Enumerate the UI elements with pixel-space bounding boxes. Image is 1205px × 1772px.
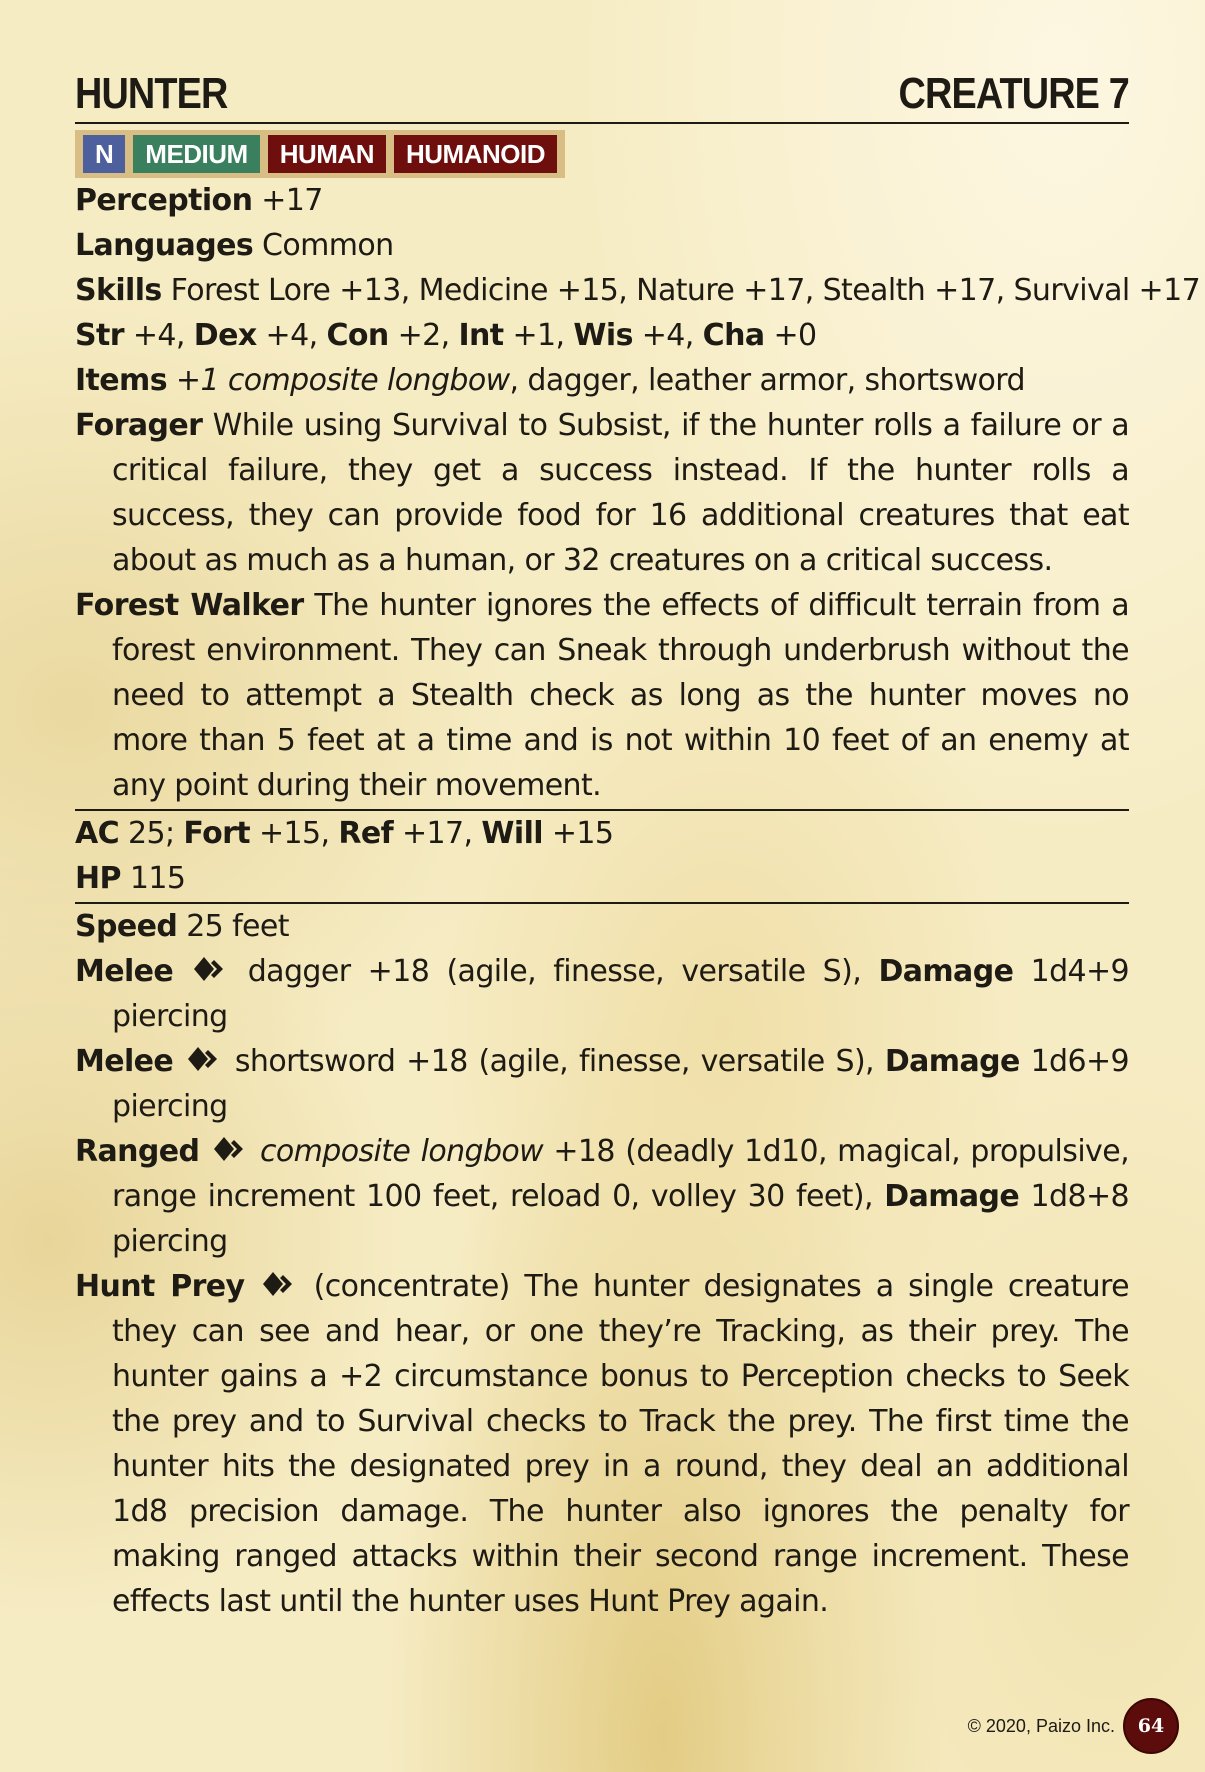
trait-bar: [75, 130, 565, 178]
abilities-line: [75, 313, 1129, 358]
languages-value: Common: [262, 228, 394, 263]
stat-entries: [75, 178, 1201, 1624]
speed-label: Speed: [75, 909, 178, 944]
melee2-damage: 1d6+9 piercing: [112, 1044, 1130, 1124]
wis-label: Wis: [573, 318, 633, 353]
melee-shortsword: [75, 1039, 1129, 1129]
melee2-label: Melee: [75, 1044, 174, 1079]
int-value: +1,: [512, 318, 565, 353]
hunt-prey-text: (concentrate) The hunter designates a single creature they can see and hear, or one they’re Tracking, as their prey. The hunter gains a +2 circumstance bonus to Perception checks to Seek the prey and to Survival checks to Track the prey. The first time the hunter hits the designated prey in a round, they deal an additional 1d8 precision damage. The hunter also ignores the penalty for making ranged attacks within their second range increment. These effects last until the hunter uses Hunt Prey again.: [112, 1269, 1129, 1619]
cha-value: +0: [773, 318, 817, 353]
forager-text: While using Survival to Subsist, if the hunter rolls a failure or a critical failure, they get a success instead. If the hunter rolls a success, they can provide food for 16 additional creatures that eat about as much as a human, or 32 creatures on a critical success.: [112, 408, 1130, 578]
ranged-longbow: [75, 1129, 1129, 1264]
single-action-icon: [192, 954, 226, 984]
single-action-icon: [186, 1044, 220, 1074]
hp-line: [75, 856, 1129, 901]
single-action-icon: [212, 1134, 246, 1164]
dex-value: +4,: [265, 318, 318, 353]
ac-label: AC: [75, 816, 120, 851]
str-value: +4,: [132, 318, 185, 353]
forager-label: Forager: [75, 408, 203, 443]
hunt-prey-ability: [75, 1264, 1129, 1624]
languages-label: Languages: [75, 228, 254, 263]
forest-walker-text: The hunter ignores the effects of difficult terrain from a forest environment. They can Sneak through underbrush without the need to attempt a Stealth check as long as the hunter moves no more than 5 feet at a time and is not within 10 feet of an enemy at any point during their movement.: [112, 588, 1129, 803]
ranged-text: +18 (deadly 1d10, magical, propulsive, range increment 100 feet, reload 0, volley 30 feet),: [112, 1134, 1130, 1214]
trait-humanoid: HUMANOID: [394, 135, 557, 173]
defense-line: [75, 811, 1129, 856]
trait-human: HUMAN: [268, 135, 386, 173]
single-action-icon: [261, 1269, 295, 1299]
forager-ability: [75, 403, 1129, 583]
will-value: +15: [551, 816, 614, 851]
speed-value: 25 feet: [186, 909, 289, 944]
melee1-damage-label: Damage: [878, 954, 1014, 989]
ranged-weapon: composite longbow: [260, 1134, 544, 1169]
melee2-text: shortsword +18 (agile, finesse, versatile S),: [234, 1044, 874, 1079]
ref-label: Ref: [338, 816, 394, 851]
skills-line: [75, 268, 1201, 313]
wis-value: +4,: [641, 318, 694, 353]
ranged-label: Ranged: [75, 1134, 200, 1169]
melee-dagger: [75, 949, 1129, 1039]
skills-value: Forest Lore +13, Medicine +15, Nature +17, Stealth +17, Survival +17: [170, 273, 1201, 308]
con-label: Con: [326, 318, 389, 353]
page-footer: [968, 1698, 1179, 1754]
con-value: +2,: [397, 318, 450, 353]
dex-label: Dex: [193, 318, 257, 353]
creature-name: HUNTER: [75, 69, 228, 118]
will-label: Will: [481, 816, 543, 851]
ref-value: +17,: [402, 816, 473, 851]
melee1-label: Melee: [75, 954, 174, 989]
perception-label: Perception: [75, 183, 253, 218]
title-row: [75, 68, 1129, 124]
hp-label: HP: [75, 861, 121, 896]
forest-walker-label: Forest Walker: [75, 588, 304, 623]
melee2-damage-label: Damage: [884, 1044, 1020, 1079]
melee1-text: dagger +18 (agile, finesse, versatile S),: [247, 954, 862, 989]
trait-alignment: N: [83, 135, 125, 173]
items-magic: +1 composite longbow: [175, 363, 510, 398]
speed-line: [75, 904, 1129, 949]
str-label: Str: [75, 318, 124, 353]
items-line: [75, 358, 1129, 403]
ranged-damage: 1d8+8 piercing: [112, 1179, 1129, 1259]
trait-size: MEDIUM: [133, 135, 259, 173]
melee1-damage: 1d4+9 piercing: [112, 954, 1130, 1034]
fort-value: +15,: [258, 816, 330, 851]
copyright: © 2020, Paizo Inc.: [967, 1715, 1115, 1736]
languages-line: [75, 223, 1129, 268]
perception-line: [75, 178, 1129, 223]
items-label: Items: [75, 363, 167, 398]
ranged-damage-label: Damage: [884, 1179, 1020, 1214]
items-rest: , dagger, leather armor, shortsword: [509, 363, 1025, 398]
hp-value: 115: [129, 861, 186, 896]
cha-label: Cha: [702, 318, 765, 353]
hunt-prey-label: Hunt Prey: [75, 1269, 245, 1304]
int-label: Int: [458, 318, 504, 353]
page-number: 64: [1123, 1698, 1179, 1754]
creature-level: CREATURE 7: [898, 69, 1129, 118]
stat-block: [75, 68, 1201, 1624]
forest-walker-ability: [75, 583, 1129, 808]
ac-value: 25;: [127, 816, 175, 851]
perception-value: +17: [261, 183, 323, 218]
fort-label: Fort: [183, 816, 251, 851]
skills-label: Skills: [75, 273, 162, 308]
